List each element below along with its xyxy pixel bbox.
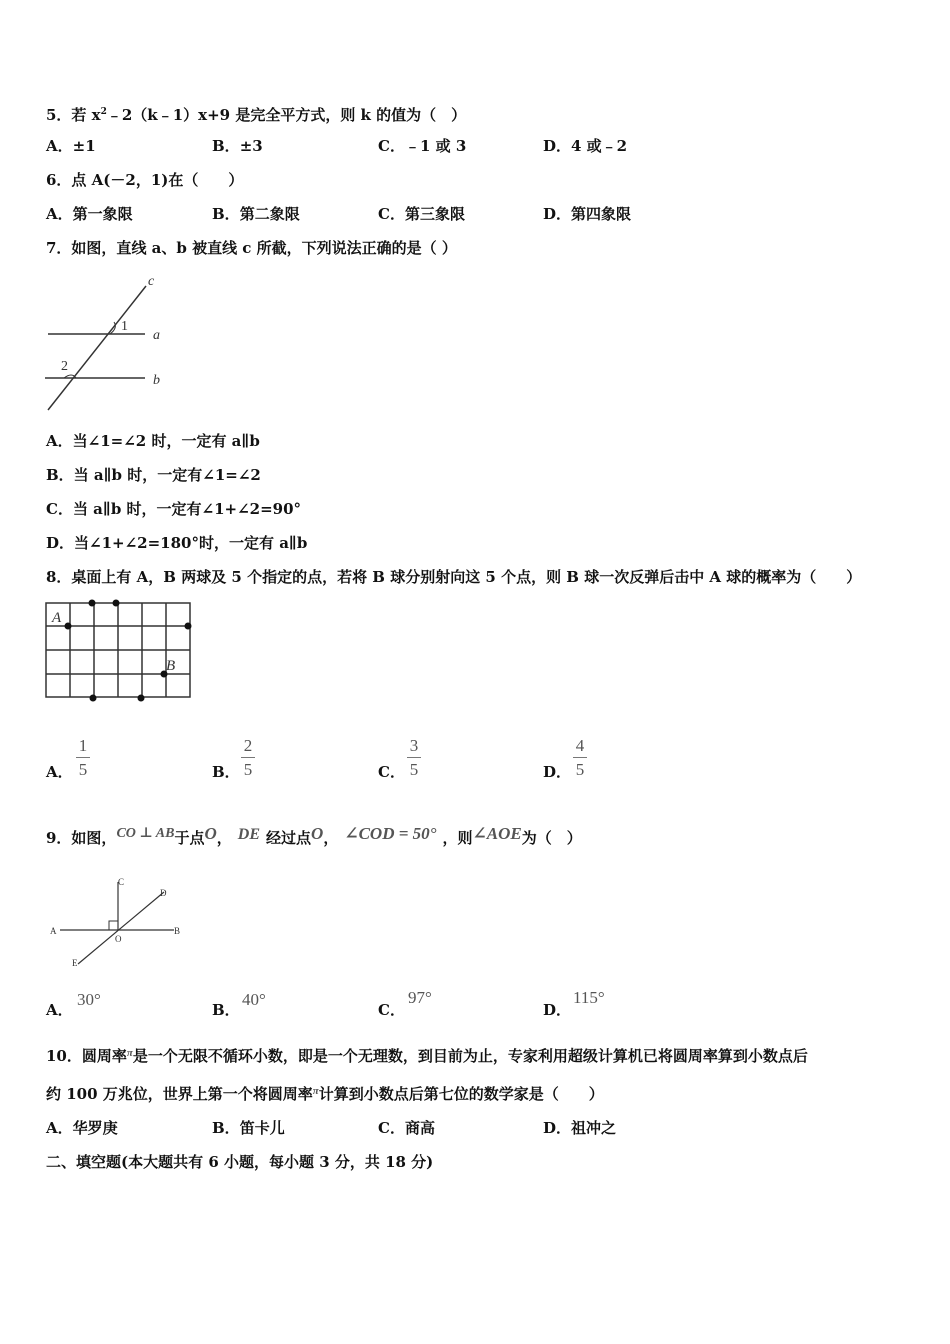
label-e: E [72, 958, 78, 968]
q8-option-d-label[interactable]: D． [543, 763, 572, 781]
q9-option-c-value: 97° [408, 988, 432, 1007]
q8-option-b-label[interactable]: B． [212, 763, 240, 781]
label-o: O [115, 934, 122, 944]
q8-option-d-fraction: 4 5 [573, 736, 587, 780]
label-a: A [50, 926, 57, 936]
q8-option-b-fraction: 2 5 [241, 736, 255, 780]
q10-option-c[interactable]: C．商高 [378, 1119, 435, 1137]
q7-figure [40, 272, 180, 417]
q9-option-d-label[interactable]: D． [543, 1001, 572, 1019]
q5-option-b[interactable]: B．±3 [212, 137, 263, 155]
q7-option-a[interactable]: A．当∠1=∠2 时，一定有 a∥b [46, 432, 260, 450]
q6-option-d[interactable]: D．第四象限 [543, 205, 632, 223]
q6-option-a[interactable]: A．第一象限 [46, 205, 133, 223]
q5-option-c[interactable]: C．﹣1 或 3 [378, 137, 467, 155]
line-c [48, 286, 146, 410]
label-c: C [118, 877, 125, 887]
label-ball-b: B [166, 658, 176, 674]
q10-line-2: 约 100 万兆位，世界上第一个将圆周率$^\pi$计算到小数点后第七位的数学家是（ ） [46, 1085, 604, 1103]
q9-option-d-value: 115° [573, 988, 605, 1007]
q8-stem: 8．桌面上有 A，B 两球及 5 个指定的点，若将 B 球分别射向这 5 个点，则 B 球一次反弹后击中 A 球的概率为（ ） [46, 568, 862, 586]
point-6 [138, 695, 145, 702]
q9-option-b-label[interactable]: B． [212, 1001, 240, 1019]
label-b: B [174, 926, 181, 936]
label-ball-a: A [52, 610, 62, 626]
q6-stem: 6．点 A(－2，1)在（ ） [46, 171, 244, 189]
q10-line-1: 10．圆周率$^\pi$是一个无限不循环小数，即是一个无理数，到目前为止，专家利用超级计算机已将圆周率算到小数点后 [46, 1047, 808, 1065]
q10-option-d[interactable]: D．祖冲之 [543, 1119, 617, 1137]
q9-option-b-value: 40° [242, 990, 266, 1009]
label-d: D [160, 888, 167, 898]
q7-stem: 7．如图，直线 a、b 被直线 c 所截，下列说法正确的是（ ） [46, 239, 457, 257]
label-angle-2: 2 [61, 359, 68, 374]
q5-stem: 5．若 $x^2﹣2(k﹣1)x+9$ 是完全平方式，则 k 的值为（ ） [46, 106, 467, 124]
q10-option-a[interactable]: A．华罗庚 [46, 1119, 118, 1137]
q8-option-a-label[interactable]: A． [46, 763, 73, 781]
q8-option-a-fraction: 1 5 [76, 736, 90, 780]
point-4 [185, 623, 192, 630]
right-angle-mark [109, 921, 118, 930]
point-2 [89, 600, 96, 607]
q9-option-a-label[interactable]: A． [46, 1001, 73, 1019]
q7-option-b[interactable]: B．当 a∥b 时，一定有∠1=∠2 [46, 466, 261, 484]
q5-option-d[interactable]: D．4 或﹣2 [543, 137, 628, 155]
point-5 [90, 695, 97, 702]
point-3 [113, 600, 120, 607]
q9-option-c-label[interactable]: C． [378, 1001, 405, 1019]
q9-stem: 9．如图，CO ⊥ AB于点O， DE 经过点O， ∠COD = 50° ，则∠AOE为（ ） [46, 824, 582, 847]
q8-option-c-fraction: 3 5 [407, 736, 421, 780]
point-1 [65, 623, 72, 630]
label-b: b [153, 373, 160, 388]
label-a: a [153, 328, 160, 343]
label-angle-1: 1 [121, 319, 128, 334]
q7-option-c[interactable]: C．当 a∥b 时，一定有∠1+∠2=90° [46, 500, 302, 518]
q6-option-c[interactable]: C．第三象限 [378, 205, 465, 223]
q7-option-d[interactable]: D．当∠1+∠2=180°时，一定有 a∥b [46, 534, 308, 552]
q8-option-c-label[interactable]: C． [378, 763, 405, 781]
section-2-heading: 二、填空题(本大题共有 6 小题，每小题 3 分，共 18 分) [46, 1153, 434, 1171]
q5-option-a[interactable]: A．±1 [46, 137, 96, 155]
q6-option-b[interactable]: B．第二象限 [212, 205, 300, 223]
q9-option-a-value: 30° [77, 990, 101, 1009]
q8-figure [40, 598, 200, 708]
q9-figure [46, 872, 186, 972]
label-c: c [148, 274, 155, 289]
q10-option-b[interactable]: B．笛卡儿 [212, 1119, 285, 1137]
line-de [78, 892, 164, 964]
